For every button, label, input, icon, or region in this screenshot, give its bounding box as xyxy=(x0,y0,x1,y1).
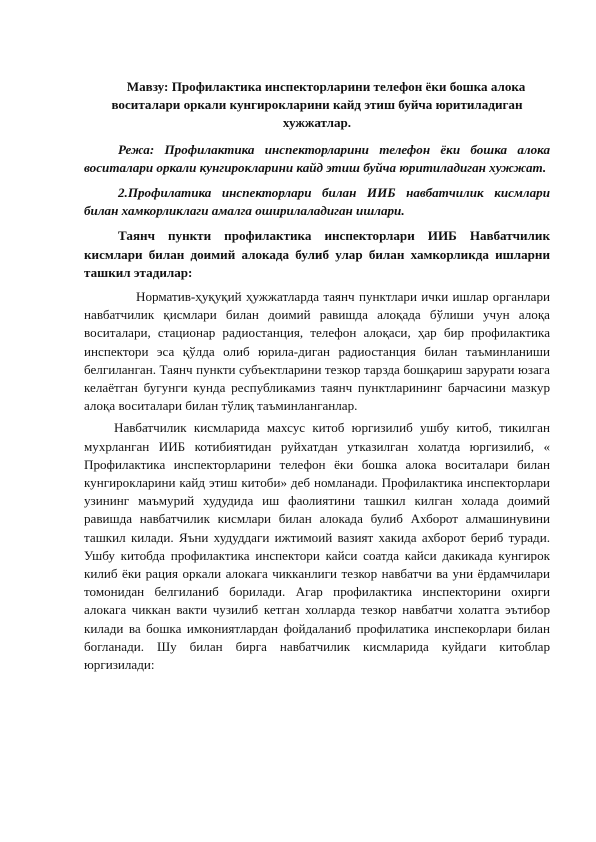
lead-paragraph: Таянч пункти профилактика инспекторлари ИИБ Навбатчилик кисмлари билан доимий алокада булиб улар билан хамкорликда ишларни ташкил этадилар: xyxy=(84,228,550,280)
document-title: Мавзу: Профилактика инспекторларини телефон ёки бошка алока воситалари оркали кунгирокларини кайд этиш буйча юритиладиган хужжатлар. xyxy=(111,79,526,131)
body-paragraph-1: Норматив-ҳуқуқий ҳужжатларда таянч пунктлари ички ишлар органлари навбатчилик қисмлари билан доимий равишда алоқада бўлиши учун алоқа воситалари, стационар радиостанция, телефон алоқаси, ҳар бир профилактика инспектори эса қўлда олиб юрила-диган радиостанция билан таъминланиши белгиланган. Таянч пункти субъектларини тезкор тарзда бошқариш зарурати юзага келаётган бугунги кунда республикамиз таянч пунктларининг барчасини мазкур алоқа воситалари билан тўлиқ таъминланганлар. xyxy=(84,289,550,414)
plan-item-2: 2.Профилатика инспекторлари билан ИИБ навбатчилик кисмлари билан хамкорликлаги амалга оширилаладиган ишлари. xyxy=(84,185,550,219)
body-paragraph-2: Навбатчилик кисмларида махсус китоб юргизилиб ушбу китоб, тикилган мухрланган ИИБ котибиятидан руйхатдан утказилган холатда юргизилиб, « Профилактика инспекторларини телефон ёки бошка алока воситалари билан кунгирокларини кайд этиш китоби» деб номланади. Профилактика инспекторлари узининг маъмурий худудида иш фаолиятини ташкил килган холада доимий равишда навбатчилик кисмлари билан алокада булиб Ахборот алмашинувини ташкил килади. Яъни худуддаги ижтимоий вазият хакида ахборот бериб туради. Ушбу китобда профилактика инспектори кайси соатда кайси дакикада кунгирок килиб ёки рация оркали алокага чикканлиги тезкор навбатчи ва уни ёрдамчилари томонидан белгиланиб борилади. Агар профилактика инспекторини охирги алокага чиккан вакти чузилиб кетган холларда тезкор навбатчи холатга эътибор килади ва бошка имкониятлардан фойдаланиб профилатика инспекорлари билан богланади. Шу билан бирга навбатчилик кисмларида куйдаги китоблар юргизилади: xyxy=(84,420,550,673)
plan-item-1: Режа: Профилактика инспекторларини телефон ёки бошка алока воситалари оркали кунгирокларини кайд этиш буйча юритиладиган хужжат. xyxy=(84,141,550,175)
